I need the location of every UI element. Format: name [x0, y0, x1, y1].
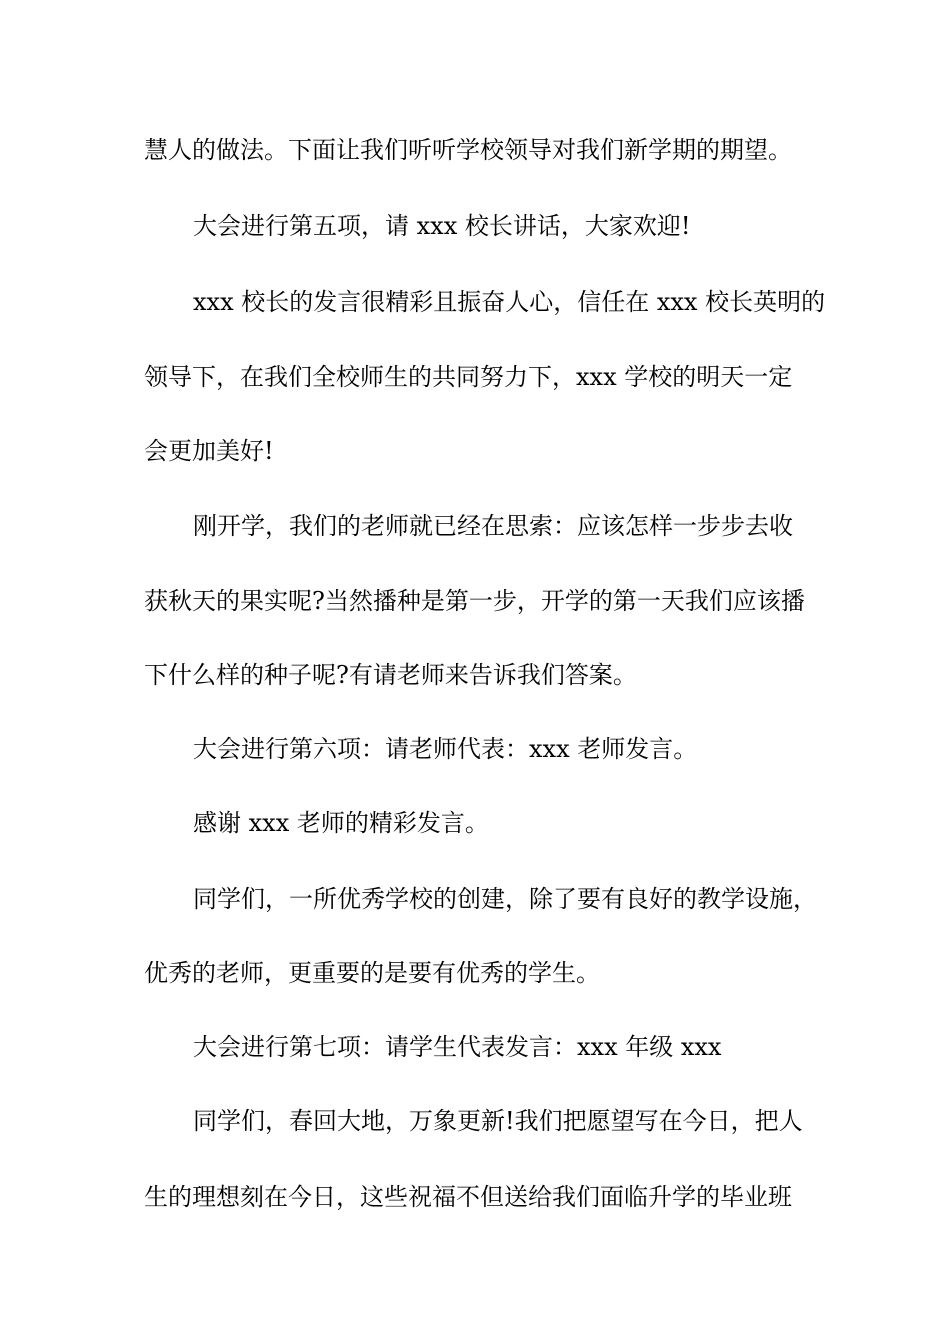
text-line-7: 获秋天的果实呢?当然播种是第一步，开学的第一天我们应该播: [144, 587, 805, 615]
text-line-5: 会更加美好!: [144, 437, 274, 465]
text-line-6: 刚开学，我们的老师就已经在思索：应该怎样一步步去收: [193, 512, 793, 540]
text-line-13: 大会进行第七项：请学生代表发言：xxx 年级 xxx: [193, 1033, 722, 1061]
text-line-11: 同学们，一所优秀学校的创建，除了要有良好的教学设施，: [193, 885, 817, 913]
text-line-10: 感谢 xxx 老师的精彩发言。: [193, 809, 489, 837]
text-line-15: 生的理想刻在今日，这些祝福不但送给我们面临升学的毕业班: [144, 1183, 792, 1211]
text-line-9: 大会进行第六项：请老师代表：xxx 老师发言。: [193, 735, 698, 763]
text-line-1: 慧人的做法。下面让我们听听学校领导对我们新学期的期望。: [144, 136, 792, 164]
text-line-14: 同学们，春回大地，万象更新!我们把愿望写在今日，把人: [193, 1107, 803, 1135]
text-line-12: 优秀的老师，更重要的是要有优秀的学生。: [144, 959, 600, 987]
text-line-3: xxx 校长的发言很精彩且振奋人心，信任在 xxx 校长英明的: [193, 288, 826, 316]
text-line-4: 领导下，在我们全校师生的共同努力下，xxx 学校的明天一定: [144, 363, 793, 391]
text-line-8: 下什么样的种子呢?有请老师来告诉我们答案。: [144, 661, 637, 689]
text-line-2: 大会进行第五项，请 xxx 校长讲话，大家欢迎!: [193, 212, 691, 240]
